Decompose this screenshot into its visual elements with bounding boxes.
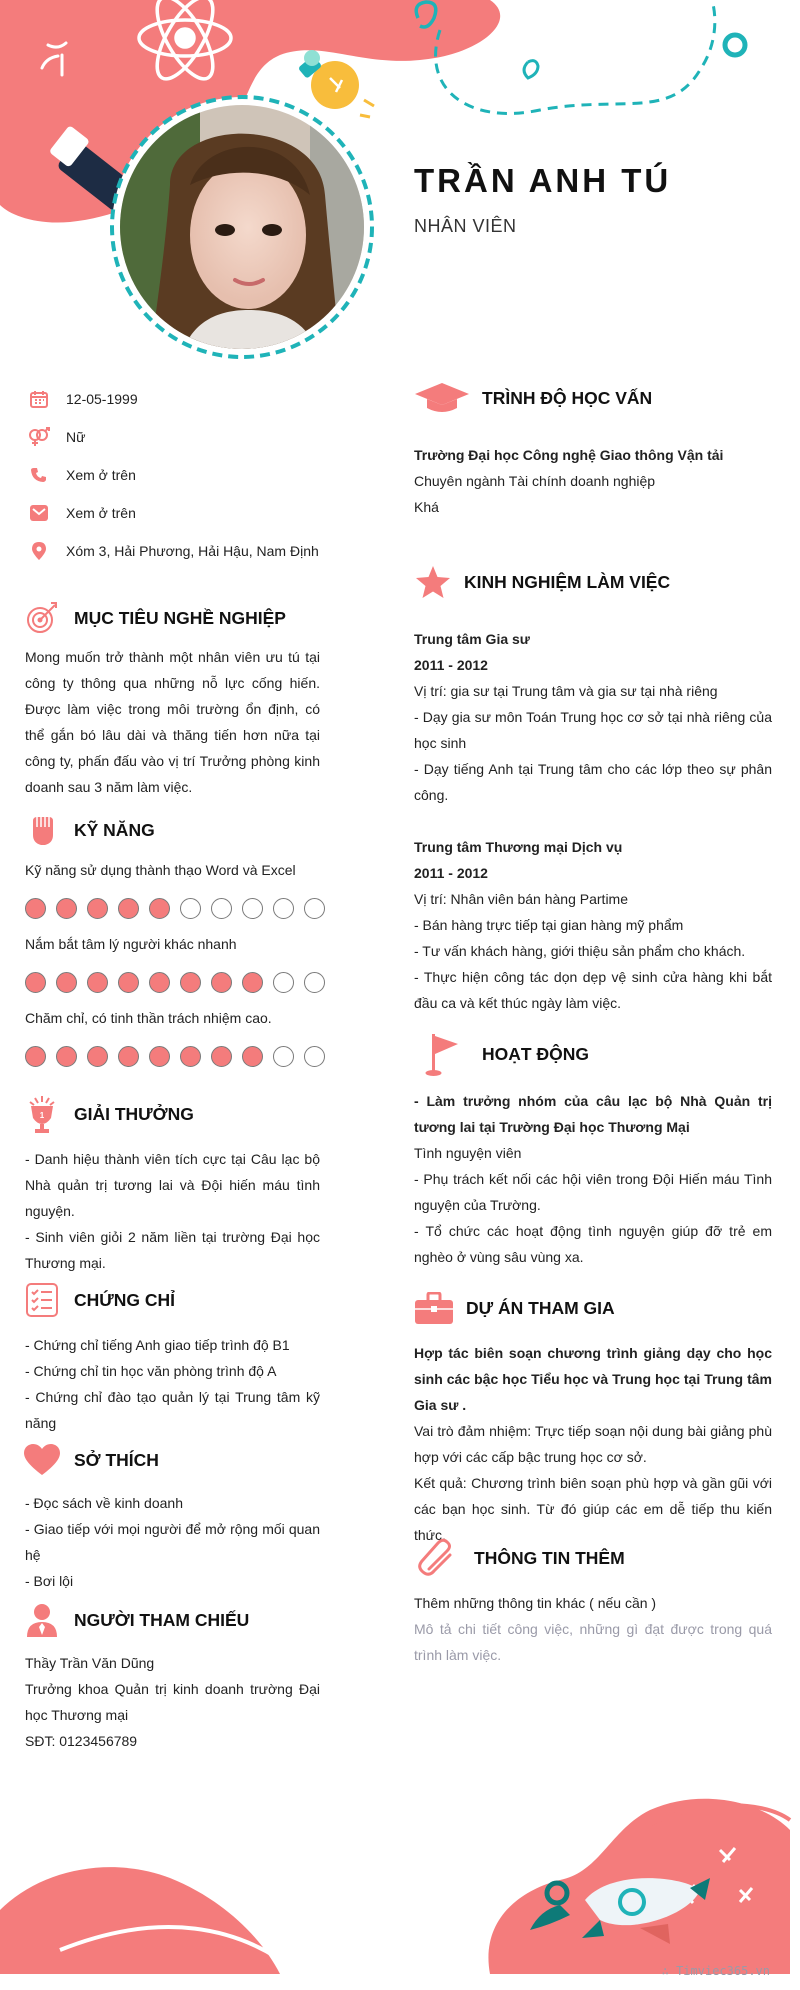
contact-phone-text: Xem ở trên — [66, 467, 136, 483]
references-text — [25, 1650, 320, 1754]
rating-dot-filled — [180, 972, 201, 993]
section-certificates-title — [22, 1280, 175, 1320]
rating-dot-filled — [242, 972, 263, 993]
education-text — [414, 442, 772, 520]
footer-decoration — [0, 1760, 800, 1990]
section-hobbies-title — [22, 1440, 159, 1480]
section-education-title — [414, 378, 652, 418]
rating-dot-filled — [180, 1046, 201, 1067]
experience-job-1 — [414, 626, 772, 808]
objective-text: Mong muốn trở thành một nhân viên ưu tú tại công ty thông qua những nỗ lực cống hiến. Được làm việc trong môi trường ổn định, có thể gắn bó lâu dài và thăng tiến hơn nữa tại công ty, phấn đấu vào vị trí Trưởng phòng kinh doanh sau 3 năm làm việc. — [25, 649, 320, 795]
person-icon — [22, 1600, 62, 1640]
email-icon — [28, 502, 50, 524]
skill-rating-1 — [25, 898, 325, 919]
job-line: - Dạy tiếng Anh tại Trung tâm cho các lớp theo sự phân công. — [414, 761, 772, 803]
award-item: - Sinh viên giỏi 2 năm liền tại trường Đại học Thương mại. — [25, 1229, 320, 1271]
section-skills-title — [22, 810, 155, 850]
contact-gender — [28, 426, 85, 448]
rating-dot-filled — [25, 972, 46, 993]
job-period: 2011 - 2012 — [414, 657, 488, 673]
rating-dot-filled — [149, 898, 170, 919]
certificates-text — [25, 1332, 320, 1436]
education-school: Trường Đại học Công nghệ Giao thông Vận tải — [414, 447, 724, 463]
rating-dot-empty — [273, 898, 294, 919]
awards-text — [25, 1146, 320, 1276]
contact-phone — [28, 464, 136, 486]
activities-text — [414, 1088, 772, 1270]
rating-dot-filled — [25, 898, 46, 919]
phone-icon — [28, 464, 50, 486]
reference-line: Thầy Trần Văn Dũng — [25, 1655, 155, 1671]
hobbies-text — [25, 1490, 320, 1594]
rating-dot-filled — [25, 1046, 46, 1067]
target-icon — [22, 598, 62, 638]
section-objective-title — [22, 598, 286, 638]
certificate-item: - Chứng chỉ đào tạo quản lý tại Trung tâm kỹ năng — [25, 1389, 320, 1431]
rating-dot-empty — [304, 1046, 325, 1067]
rating-dot-empty — [304, 898, 325, 919]
section-awards-title — [22, 1094, 194, 1134]
contact-address — [28, 540, 319, 562]
flag-icon — [414, 1034, 470, 1074]
skill-label-3: Chăm chỉ, có tinh thần trách nhiệm cao. — [25, 1010, 272, 1026]
rating-dot-empty — [273, 972, 294, 993]
certificates-title: CHỨNG CHỈ — [74, 1289, 176, 1310]
experience-job-2 — [414, 834, 772, 1016]
rating-dot-filled — [149, 972, 170, 993]
rating-dot-filled — [118, 1046, 139, 1067]
svg-text:1: 1 — [39, 1111, 45, 1120]
reference-line: SĐT: 0123456789 — [25, 1733, 138, 1749]
job-line: Vị trí: gia sư tại Trung tâm và gia sư tại nhà riêng — [414, 683, 718, 699]
paperclip-icon — [414, 1538, 462, 1578]
contact-email-text: Xem ở trên — [66, 505, 136, 521]
reference-line: Trưởng khoa Quản trị kinh doanh trường Đại học Thương mại — [25, 1681, 320, 1723]
candidate-name: TRẦN ANH TÚ — [414, 162, 672, 199]
activity-line: - Tổ chức các hoạt động tình nguyện giúp đỡ trẻ em nghèo ở vùng sâu vùng xa. — [414, 1223, 772, 1265]
contact-email — [28, 502, 136, 524]
checklist-icon — [22, 1280, 62, 1320]
references-title: NGƯỜI THAM CHIẾU — [74, 1609, 250, 1630]
job-line: - Tư vấn khách hàng, giới thiệu sản phẩm cho khách. — [414, 943, 746, 959]
gender-icon — [28, 426, 50, 448]
contact-birthdate — [28, 388, 138, 410]
rating-dot-filled — [211, 972, 232, 993]
rating-dot-filled — [87, 972, 108, 993]
rating-dot-empty — [242, 898, 263, 919]
section-projects-title — [414, 1288, 615, 1328]
rating-dot-empty — [273, 1046, 294, 1067]
star-icon — [414, 562, 452, 602]
job-line: - Thực hiện công tác dọn dẹp vệ sinh cửa hàng khi bắt đầu ca và kết thúc ngày làm việc. — [414, 969, 772, 1011]
activities-title: HOẠT ĐỘNG — [482, 1043, 589, 1064]
additional-text — [414, 1590, 772, 1668]
project-line: Vai trò đảm nhiệm: Trực tiếp soạn nội dung bài giảng phù hợp với các cấp bậc trung học cơ sở. — [414, 1423, 772, 1465]
awards-title: GIẢI THƯỞNG — [74, 1103, 194, 1124]
rating-dot-filled — [149, 1046, 170, 1067]
education-grade: Khá — [414, 499, 439, 515]
hobby-item: - Giao tiếp với mọi người để mở rộng mối quan hệ — [25, 1521, 320, 1563]
job-company: Trung tâm Thương mại Dịch vụ — [414, 839, 623, 855]
calendar-icon — [28, 388, 50, 410]
hobby-item: - Đọc sách về kinh doanh — [25, 1495, 183, 1511]
activity-line: - Phụ trách kết nối các hội viên trong Đội Hiến máu Tình nguyện của Trường. — [414, 1171, 772, 1213]
skill-rating-3 — [25, 1046, 325, 1067]
rating-dot-filled — [87, 898, 108, 919]
section-activities-title — [414, 1034, 589, 1074]
project-heading: Hợp tác biên soạn chương trình giảng dạy cho học sinh các bậc học Tiểu học và Trung học tại Trung tâm Gia sư . — [414, 1345, 772, 1413]
activity-line: Tình nguyện viên — [414, 1145, 522, 1161]
rating-dot-filled — [56, 1046, 77, 1067]
rating-dot-empty — [180, 898, 201, 919]
objective-title: MỤC TIÊU NGHỀ NGHIỆP — [74, 607, 286, 628]
job-line: - Bán hàng trực tiếp tại gian hàng mỹ phẩm — [414, 917, 684, 933]
projects-title: DỰ ÁN THAM GIA — [466, 1297, 615, 1318]
project-line: Kết quả: Chương trình biên soạn phù hợp và gần gũi với các bạn học sinh. Từ đó giúp các em dễ tiếp thu kiến thức. — [414, 1475, 772, 1543]
rating-dot-filled — [56, 972, 77, 993]
contact-gender-text: Nữ — [66, 429, 86, 445]
watermark: ∴ Timviec365.vn — [661, 1964, 770, 1978]
certificate-item: - Chứng chỉ tiếng Anh giao tiếp trình độ B1 — [25, 1337, 290, 1353]
hobby-item: - Bơi lội — [25, 1573, 74, 1589]
candidate-role: NHÂN VIÊN — [414, 216, 517, 236]
job-line: Vị trí: Nhân viên bán hàng Partime — [414, 891, 629, 907]
job-period: 2011 - 2012 — [414, 865, 488, 881]
trophy-icon — [22, 1094, 62, 1134]
rating-dot-filled — [211, 1046, 232, 1067]
skill-rating-2 — [25, 972, 325, 993]
rating-dot-empty — [211, 898, 232, 919]
award-item: - Danh hiệu thành viên tích cực tại Câu lạc bộ Nhà quản trị tương lai và Đội hiến máu tình nguyện. — [25, 1151, 320, 1219]
heart-icon — [22, 1440, 62, 1480]
projects-text — [414, 1340, 772, 1548]
education-major: Chuyên ngành Tài chính doanh nghiệp — [414, 473, 656, 489]
rating-dot-filled — [118, 898, 139, 919]
contact-birthdate-text: 12-05-1999 — [66, 391, 138, 407]
additional-line: Thêm những thông tin khác ( nếu cần ) — [414, 1595, 657, 1611]
rating-dot-filled — [56, 898, 77, 919]
section-experience-title — [414, 562, 670, 602]
contact-address-text: Xóm 3, Hải Phương, Hải Hậu, Nam Định — [66, 543, 319, 559]
certificate-item: - Chứng chỉ tin học văn phòng trình độ A — [25, 1363, 277, 1379]
additional-hint: Mô tả chi tiết công việc, những gì đạt được trong quá trình làm việc. — [414, 1621, 772, 1663]
hobbies-title: SỞ THÍCH — [74, 1449, 159, 1470]
section-additional-title — [414, 1538, 625, 1578]
rating-dot-filled — [242, 1046, 263, 1067]
activity-heading: - Làm trưởng nhóm của câu lạc bộ Nhà Quản trị tương lai tại Trường Đại học Thương Mại — [414, 1093, 772, 1135]
experience-title: KINH NGHIỆM LÀM VIỆC — [464, 571, 671, 592]
section-references-title — [22, 1600, 249, 1640]
education-title: TRÌNH ĐỘ HỌC VẤN — [482, 387, 653, 408]
job-line: - Dạy gia sư môn Toán Trung học cơ sở tại nhà riêng của học sinh — [414, 709, 772, 751]
profile-photo — [110, 95, 375, 360]
fist-icon — [22, 810, 62, 850]
skill-label-1: Kỹ năng sử dụng thành thạo Word và Excel — [25, 862, 296, 878]
skill-label-2: Nắm bắt tâm lý người khác nhanh — [25, 936, 237, 952]
briefcase-icon — [414, 1288, 454, 1328]
job-company: Trung tâm Gia sư — [414, 631, 530, 647]
rating-dot-filled — [118, 972, 139, 993]
skills-title: KỸ NĂNG — [74, 819, 155, 840]
location-pin-icon — [28, 540, 50, 562]
graduation-cap-icon — [414, 378, 470, 418]
additional-title: THÔNG TIN THÊM — [474, 1547, 625, 1568]
rating-dot-filled — [87, 1046, 108, 1067]
rating-dot-empty — [304, 972, 325, 993]
